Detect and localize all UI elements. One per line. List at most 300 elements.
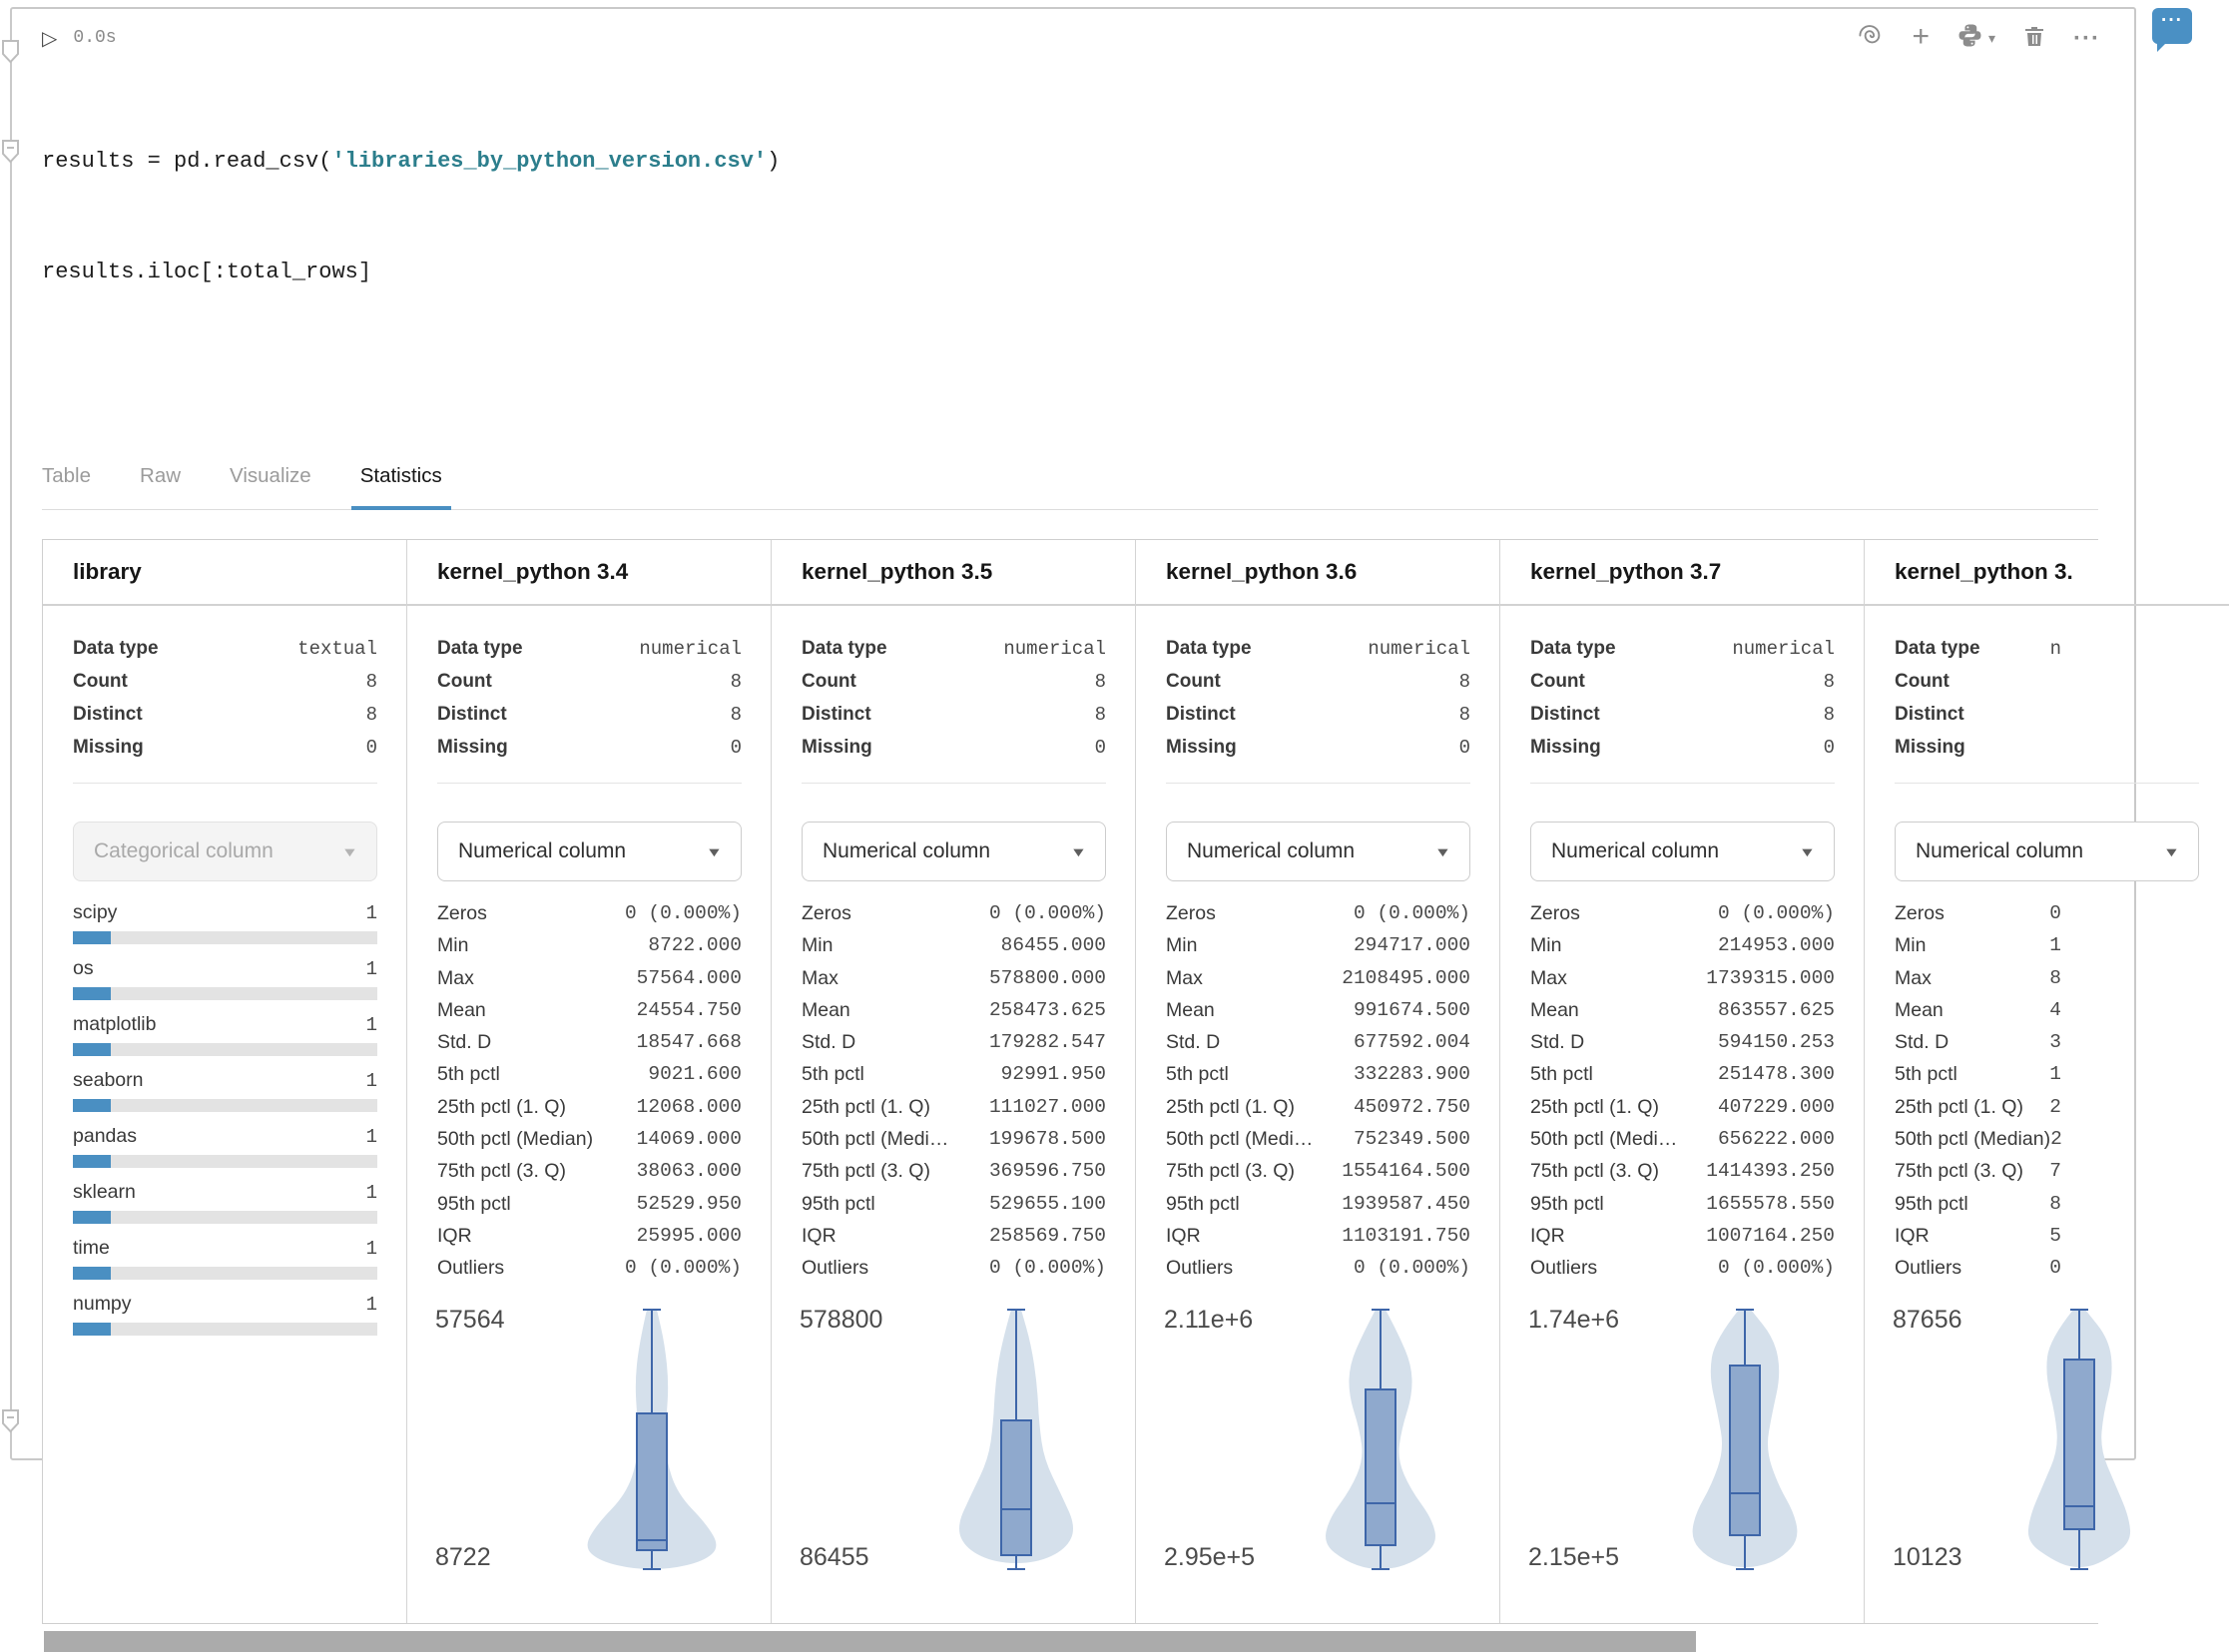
stat-row — [802, 1096, 1106, 1128]
stat-label: 5th pctl — [1530, 1063, 1593, 1086]
stat-label: Mean — [437, 998, 486, 1021]
summary-label: Data type — [802, 637, 887, 659]
numeric-stats — [1500, 881, 1865, 1290]
stat-value: 0 (0.000%) — [1717, 1257, 1835, 1280]
stat-label: Mean — [1166, 998, 1215, 1021]
chart-min-label: 2.15e+5 — [1528, 1542, 1620, 1571]
stat-value: 332283.900 — [1353, 1063, 1470, 1086]
dropdown-caret-icon: ▼ — [1798, 843, 1817, 859]
horizontal-scrollbar[interactable] — [42, 1631, 2098, 1652]
summary-label: Distinct — [73, 703, 143, 725]
whisker-cap-top — [1372, 1309, 1390, 1311]
stat-label: Std. D — [802, 1031, 856, 1054]
stat-label: 50th pctl (Medi… — [1530, 1128, 1678, 1151]
summary-value: 0 — [1458, 736, 1470, 759]
stat-label: 5th pctl — [437, 1063, 500, 1086]
stat-label: Outliers — [437, 1257, 505, 1280]
execution-time: 0.0s — [73, 28, 117, 48]
dropdown-label: Numerical column — [1187, 839, 1356, 862]
stat-label: 50th pctl (Median) — [1895, 1128, 2051, 1151]
stats-column-2 — [772, 540, 1136, 1623]
scrollbar-thumb[interactable] — [44, 1631, 1696, 1652]
stat-value: 8 — [2049, 966, 2061, 989]
whisker-cap-top — [2070, 1309, 2088, 1311]
python-icon — [1956, 22, 1983, 54]
code-text: results.iloc[:total_rows] — [42, 260, 372, 284]
stat-label: Zeros — [437, 902, 487, 924]
stat-label: 95th pctl — [1166, 1192, 1240, 1215]
stat-row — [802, 999, 1106, 1031]
category-bar-fill — [73, 1043, 111, 1056]
summary-row — [1166, 698, 1470, 731]
category-count: 1 — [365, 1238, 377, 1260]
whisker-cap-bottom — [1736, 1568, 1754, 1570]
summary-row — [73, 665, 377, 698]
stat-label: Zeros — [1895, 902, 1945, 924]
stat-row — [1166, 999, 1470, 1031]
column-type-dropdown[interactable] — [437, 822, 742, 881]
stat-row — [1530, 999, 1835, 1031]
output-collapse-handle-bottom[interactable] — [1, 1408, 20, 1433]
stat-row — [1166, 1225, 1470, 1257]
stat-value: 1 — [2049, 934, 2061, 957]
stat-value: 3 — [2049, 1031, 2061, 1054]
summary-row — [73, 698, 377, 731]
summary-row — [73, 632, 377, 665]
stat-row — [1530, 1225, 1835, 1257]
stat-label: 75th pctl (3. Q) — [802, 1160, 930, 1183]
dropdown-caret-icon: ▼ — [705, 843, 724, 859]
kernel-selector[interactable] — [1956, 22, 1995, 54]
spiral-icon[interactable] — [1860, 23, 1885, 53]
stat-value: 199678.500 — [988, 1128, 1106, 1151]
summary-label: Missing — [1895, 736, 1965, 758]
tab-statistics[interactable]: Statistics — [360, 464, 442, 509]
column-type-dropdown — [73, 822, 377, 881]
category-item — [73, 1237, 377, 1280]
stat-label: 25th pctl (1. Q) — [802, 1095, 930, 1118]
violin-chart — [1865, 1300, 2229, 1584]
stat-row — [1530, 1096, 1835, 1128]
stat-label: 5th pctl — [802, 1063, 864, 1086]
summary-label: Data type — [1530, 637, 1616, 659]
stat-value: 529655.100 — [988, 1192, 1106, 1215]
chart-max-label: 578800 — [800, 1305, 883, 1334]
numeric-stats — [407, 881, 772, 1290]
summary-row — [1166, 632, 1470, 665]
stat-value: 92991.950 — [1000, 1063, 1106, 1086]
stat-row — [1895, 1096, 2061, 1128]
dropdown-caret-icon: ▼ — [1433, 843, 1452, 859]
violin-plot — [1670, 1300, 1820, 1584]
tab-visualize[interactable]: Visualize — [230, 464, 311, 487]
stat-value: 1007164.250 — [1706, 1224, 1835, 1247]
summary-row — [1895, 698, 2061, 731]
whisker-cap-bottom — [1372, 1568, 1390, 1570]
category-bar — [73, 1155, 377, 1168]
category-name: matplotlib — [73, 1013, 157, 1035]
category-item — [73, 1069, 377, 1112]
column-header: kernel_python 3.4 — [407, 540, 771, 606]
category-bar-fill — [73, 931, 111, 944]
summary-value: 8 — [1823, 670, 1835, 693]
stat-row — [802, 1063, 1106, 1095]
stat-row — [1895, 1063, 2061, 1095]
summary-value: 0 — [730, 736, 742, 759]
divider — [437, 783, 742, 784]
summary-row — [437, 665, 742, 698]
column-header: kernel_python 3. — [1865, 540, 2229, 606]
category-name: seaborn — [73, 1069, 144, 1091]
stat-row — [1895, 902, 2061, 934]
stat-row — [1166, 1063, 1470, 1095]
stats-column-3 — [1136, 540, 1500, 1623]
summary-row — [802, 731, 1106, 764]
column-header: library — [43, 540, 406, 606]
category-bar-fill — [73, 1267, 111, 1280]
summary-row — [1166, 665, 1470, 698]
stat-row — [802, 1225, 1106, 1257]
category-bar — [73, 1099, 377, 1112]
summary-row — [802, 665, 1106, 698]
summary-label: Data type — [73, 637, 159, 659]
stat-row — [802, 1193, 1106, 1225]
stats-column-0 — [43, 540, 407, 1623]
summary-label: Missing — [802, 736, 872, 758]
stat-value: 4 — [2049, 998, 2061, 1021]
stat-value: 752349.500 — [1353, 1128, 1470, 1151]
summary-label: Missing — [73, 736, 144, 758]
chart-min-label: 8722 — [435, 1542, 491, 1571]
summary-row — [1895, 632, 2061, 665]
dropdown-caret-icon: ▼ — [2162, 843, 2181, 859]
stat-value: 24554.750 — [636, 998, 742, 1021]
stat-row — [437, 1225, 742, 1257]
violin-plot — [577, 1300, 727, 1584]
stats-column-1 — [407, 540, 772, 1623]
trash-icon[interactable] — [2022, 24, 2046, 53]
stat-value: 0 (0.000%) — [988, 1257, 1106, 1280]
summary-value: 8 — [1458, 703, 1470, 726]
category-bar — [73, 1043, 377, 1056]
category-list — [43, 881, 407, 1336]
stat-label: Mean — [1895, 998, 1944, 1021]
summary-label: Data type — [1166, 637, 1252, 659]
stat-label: 95th pctl — [437, 1192, 511, 1215]
stat-label: Std. D — [437, 1031, 492, 1054]
dropdown-label: Numerical column — [1551, 839, 1720, 862]
box-median — [2063, 1505, 2095, 1507]
numeric-stats — [772, 881, 1136, 1290]
summary-row — [1530, 731, 1835, 764]
output-collapse-handle[interactable] — [1, 139, 20, 164]
column-header: kernel_python 3.6 — [1136, 540, 1499, 606]
summary-row — [1530, 665, 1835, 698]
stat-row — [437, 1063, 742, 1095]
numeric-stats — [1865, 881, 2229, 1290]
tab-raw[interactable]: Raw — [140, 464, 182, 487]
stat-value: 407229.000 — [1717, 1095, 1835, 1118]
stat-row — [1895, 1193, 2061, 1225]
category-bar — [73, 1267, 377, 1280]
comment-badge[interactable] — [2152, 8, 2192, 44]
category-name: os — [73, 957, 94, 979]
summary-label: Missing — [1530, 736, 1601, 758]
stat-value: 8 — [2049, 1192, 2061, 1215]
summary-row — [1895, 665, 2061, 698]
box-median — [1365, 1502, 1396, 1504]
chevron-down-icon: ▾ — [1987, 29, 1996, 46]
dropdown-caret-icon: ▼ — [340, 843, 359, 859]
box-iqr — [2063, 1359, 2095, 1530]
dropdown-caret-icon: ▼ — [1069, 843, 1088, 859]
violin-chart — [1500, 1300, 1865, 1584]
cell-toolbar — [12, 9, 2134, 53]
stat-value: 258569.750 — [988, 1224, 1106, 1247]
stat-row — [437, 1128, 742, 1160]
summary-value: numerical — [1368, 637, 1470, 660]
stat-value: 656222.000 — [1717, 1128, 1835, 1151]
stat-row — [437, 934, 742, 966]
violin-plot — [2004, 1300, 2154, 1584]
notebook-cell — [10, 7, 2181, 1571]
stat-value: 0 (0.000%) — [1353, 1257, 1470, 1280]
box-iqr — [1729, 1365, 1761, 1536]
category-bar — [73, 1211, 377, 1224]
summary-label: Distinct — [802, 703, 871, 725]
column-header: kernel_python 3.7 — [1500, 540, 1864, 606]
summary-label: Distinct — [437, 703, 507, 725]
chart-max-label: 87656 — [1893, 1305, 1962, 1334]
category-bar-fill — [73, 1211, 111, 1224]
stat-value: 1 — [2049, 1063, 2061, 1086]
box-iqr — [1365, 1388, 1396, 1546]
summary-row — [437, 698, 742, 731]
summary-label: Count — [73, 670, 128, 692]
stat-label: 50th pctl (Medi… — [1166, 1128, 1314, 1151]
category-item — [73, 901, 377, 944]
summary-label: Distinct — [1530, 703, 1600, 725]
stat-label: 25th pctl (1. Q) — [1530, 1095, 1659, 1118]
stat-label: 75th pctl (3. Q) — [1166, 1160, 1295, 1183]
stat-value: 1655578.550 — [1706, 1192, 1835, 1215]
category-bar-fill — [73, 1099, 111, 1112]
stat-label: 50th pctl (Median) — [437, 1128, 594, 1151]
stat-value: 14069.000 — [636, 1128, 742, 1151]
summary-label: Count — [802, 670, 856, 692]
dropdown-label: Numerical column — [1916, 839, 2084, 862]
stat-row — [802, 1031, 1106, 1063]
stat-label: 75th pctl (3. Q) — [1895, 1160, 2023, 1183]
stat-label: Max — [1530, 966, 1567, 989]
category-name: numpy — [73, 1293, 132, 1315]
category-item — [73, 1125, 377, 1168]
stat-label: 50th pctl (Medi… — [802, 1128, 949, 1151]
stat-value: 1739315.000 — [1706, 966, 1835, 989]
stat-row — [1166, 934, 1470, 966]
stat-value: 258473.625 — [988, 998, 1106, 1021]
summary-value: 8 — [365, 703, 377, 726]
chart-min-label: 86455 — [800, 1542, 869, 1571]
stat-row — [1895, 934, 2061, 966]
box-median — [1000, 1508, 1032, 1510]
stat-value: 0 (0.000%) — [988, 902, 1106, 924]
output-tabbar — [42, 464, 2098, 510]
stat-row — [1895, 1031, 2061, 1063]
summary-value: 8 — [1094, 703, 1106, 726]
stat-value: 0 (0.000%) — [624, 1257, 742, 1280]
stat-value: 2108495.000 — [1342, 966, 1470, 989]
stat-row — [1530, 1257, 1835, 1289]
stat-row — [437, 1193, 742, 1225]
stat-value: 369596.750 — [988, 1160, 1106, 1183]
stat-value: 677592.004 — [1353, 1031, 1470, 1054]
stat-label: Std. D — [1166, 1031, 1221, 1054]
summary-row — [437, 632, 742, 665]
whisker-cap-top — [1736, 1309, 1754, 1311]
stat-row — [1895, 999, 2061, 1031]
statistics-panel — [42, 539, 2181, 1624]
summary-value: numerical — [1732, 637, 1835, 660]
stat-value: 8722.000 — [648, 934, 742, 957]
category-item — [73, 1293, 377, 1336]
stats-column-4 — [1500, 540, 1865, 1623]
stat-label: 95th pctl — [802, 1192, 875, 1215]
column-summary — [1500, 606, 1865, 764]
run-cell-icon[interactable]: ▷ — [42, 27, 58, 50]
summary-label: Count — [437, 670, 492, 692]
whisker-cap-bottom — [1007, 1568, 1025, 1570]
stat-label: IQR — [1530, 1224, 1565, 1247]
stat-row — [1166, 1193, 1470, 1225]
stat-value: 9021.600 — [648, 1063, 742, 1086]
stat-label: 25th pctl (1. Q) — [437, 1095, 566, 1118]
stat-row — [1530, 1063, 1835, 1095]
summary-value: 0 — [365, 736, 377, 759]
stat-value: 5 — [2049, 1224, 2061, 1247]
column-type-dropdown[interactable] — [802, 822, 1106, 881]
cell-collapse-handle[interactable] — [1, 39, 20, 64]
stat-label: Std. D — [1895, 1031, 1950, 1054]
stat-value: 0 — [2049, 1257, 2061, 1280]
stat-row — [437, 1096, 742, 1128]
divider — [1895, 783, 2199, 784]
stat-value: 450972.750 — [1353, 1095, 1470, 1118]
stat-row — [1895, 1160, 2061, 1192]
summary-label: Count — [1530, 670, 1585, 692]
summary-row — [802, 632, 1106, 665]
stat-label: Max — [1895, 966, 1932, 989]
summary-value: n — [2049, 637, 2061, 660]
stat-label: Zeros — [1166, 902, 1216, 924]
stat-row — [1166, 967, 1470, 999]
column-summary — [43, 606, 407, 764]
stat-label: Min — [437, 934, 469, 957]
tab-table[interactable]: Table — [42, 464, 92, 487]
stat-value: 1103191.750 — [1342, 1224, 1470, 1247]
stat-label: Zeros — [1530, 902, 1580, 924]
stat-value: 0 (0.000%) — [1717, 902, 1835, 924]
stat-row — [1895, 967, 2061, 999]
stat-value: 863557.625 — [1717, 998, 1835, 1021]
violin-chart — [1136, 1300, 1500, 1584]
summary-row — [1530, 632, 1835, 665]
chart-min-label: 2.95e+5 — [1164, 1542, 1256, 1571]
chart-max-label: 2.11e+6 — [1164, 1305, 1254, 1334]
category-name: scipy — [73, 901, 118, 923]
whisker-cap-bottom — [643, 1568, 661, 1570]
whisker-cap-bottom — [2070, 1568, 2088, 1570]
stat-row — [1166, 1128, 1470, 1160]
stat-value: 1939587.450 — [1342, 1192, 1470, 1215]
summary-label: Missing — [1166, 736, 1237, 758]
code-line-1[interactable] — [42, 143, 2104, 180]
stat-value: 1554164.500 — [1342, 1160, 1470, 1183]
summary-value: 0 — [1094, 736, 1106, 759]
category-item — [73, 1181, 377, 1224]
stat-row — [1530, 1031, 1835, 1063]
box-iqr — [636, 1412, 668, 1550]
add-cell-icon[interactable]: + — [1912, 20, 1930, 53]
stat-label: IQR — [437, 1224, 472, 1247]
summary-value: 8 — [730, 670, 742, 693]
stat-value: 0 — [2049, 902, 2061, 924]
summary-label: Data type — [437, 637, 523, 659]
column-summary — [407, 606, 772, 764]
summary-label: Missing — [437, 736, 508, 758]
stat-label: Min — [802, 934, 834, 957]
summary-value: 8 — [1094, 670, 1106, 693]
box-median — [1729, 1492, 1761, 1494]
stat-row — [1530, 1193, 1835, 1225]
category-bar-fill — [73, 987, 111, 1000]
stat-label: Max — [437, 966, 474, 989]
numeric-stats — [1136, 881, 1500, 1290]
column-type-dropdown[interactable] — [1895, 822, 2199, 881]
category-count: 1 — [365, 902, 377, 924]
stat-row — [1166, 1160, 1470, 1192]
summary-label: Distinct — [1895, 703, 1964, 725]
column-header: kernel_python 3.5 — [772, 540, 1135, 606]
stat-label: Outliers — [1530, 1257, 1598, 1280]
stat-row — [1166, 1096, 1470, 1128]
category-count: 1 — [365, 1014, 377, 1036]
code-line-2[interactable] — [42, 254, 2104, 290]
column-summary — [772, 606, 1136, 764]
summary-label: Count — [1895, 670, 1950, 692]
column-type-dropdown[interactable] — [1530, 822, 1835, 881]
stat-row — [802, 1257, 1106, 1289]
category-bar — [73, 987, 377, 1000]
box-iqr — [1000, 1419, 1032, 1556]
summary-row — [1895, 731, 2061, 764]
stat-value: 12068.000 — [636, 1095, 742, 1118]
stat-row — [802, 967, 1106, 999]
more-options-icon[interactable]: ··· — [2073, 24, 2100, 52]
stat-value: 578800.000 — [988, 966, 1106, 989]
stat-row — [1895, 1128, 2061, 1160]
stat-value: 86455.000 — [1000, 934, 1106, 957]
code-editor[interactable] — [12, 53, 2134, 364]
stat-label: 25th pctl (1. Q) — [1166, 1095, 1295, 1118]
violin-chart — [772, 1300, 1136, 1584]
stat-value: 57564.000 — [636, 966, 742, 989]
summary-row — [802, 698, 1106, 731]
stat-value: 7 — [2049, 1160, 2061, 1183]
stat-row — [1530, 902, 1835, 934]
stat-row — [1166, 902, 1470, 934]
column-type-dropdown[interactable] — [1166, 822, 1470, 881]
